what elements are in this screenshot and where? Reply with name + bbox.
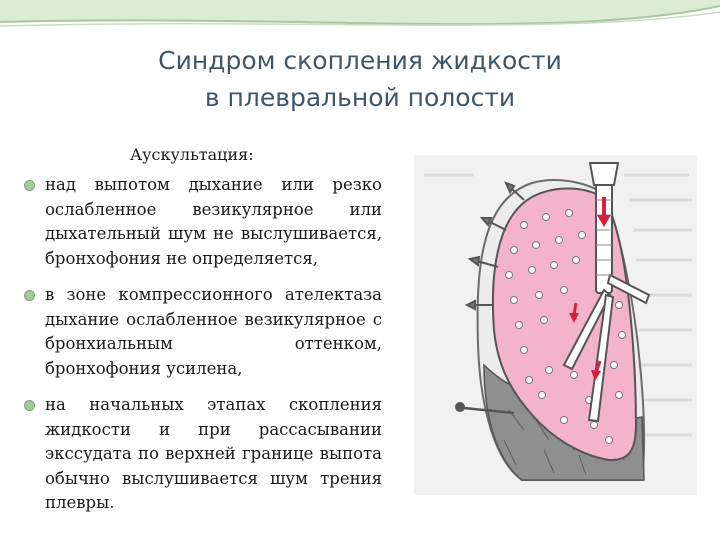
lung-illustration [414, 155, 697, 495]
bullet-icon [24, 180, 35, 191]
slide-title [0, 42, 720, 116]
bullet-list [20, 173, 382, 528]
list-item [20, 173, 382, 271]
title-line-1: Синдром скопления жидкости [158, 46, 562, 75]
bullet-text: в зоне компрессионного ателектаза дыхание ослабленное везикулярное с бронхиальным оттенком, бронхофония усилена, [45, 285, 382, 378]
bullet-icon [24, 400, 35, 411]
subheading: Аускультация: [130, 145, 254, 164]
bullet-text: на начальных этапах скопления жидкости и при рассасывании экссудата по верхней границе выпота обычно выслушивается шум трения плевры. [45, 395, 382, 512]
header-decoration [0, 0, 720, 40]
bullet-text: над выпотом дыхание или резко ослабленное везикулярное или дыхательный шум не выслушивается, бронхофония не определяется, [45, 175, 382, 268]
bullet-icon [24, 290, 35, 301]
title-line-2: в плевральной полости [204, 83, 516, 112]
list-item [20, 283, 382, 381]
list-item [20, 393, 382, 516]
